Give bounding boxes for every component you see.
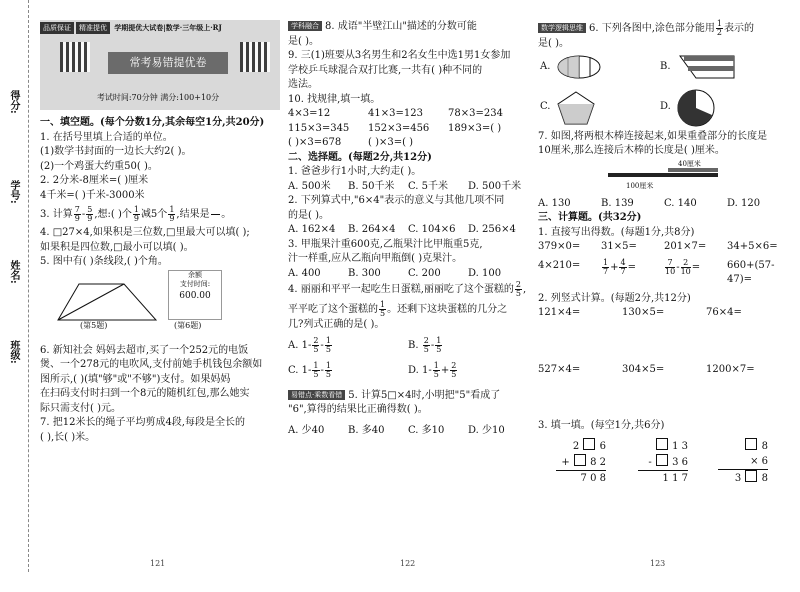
question-part: 几?列式正确的是( )。	[288, 319, 385, 330]
calc-item: 527×4=	[538, 363, 581, 375]
pentagon-shape[interactable]	[556, 90, 596, 126]
q6-text: 6. 下列各图中,涂色部分能用	[589, 23, 715, 34]
c4-text: 平平吃了这个蛋糕的	[288, 304, 378, 315]
qr-code-icon	[240, 42, 270, 72]
pattern-item: 41×3=123	[368, 108, 423, 119]
question: 7. 如图,将两根木棒连接起来,如果重叠部分的长度是	[538, 130, 768, 142]
choice-row	[288, 337, 528, 354]
option-label: A.	[288, 339, 299, 351]
question-part: 选法。	[288, 79, 318, 90]
calc-row	[538, 259, 790, 288]
section-title: 一、填空题。(每个分数1分,其余每空1分,共20分)	[40, 117, 265, 128]
calc-item: 34+5×6=	[727, 241, 778, 252]
circle-shape[interactable]	[676, 88, 716, 128]
calc-row	[538, 363, 790, 378]
question-part: 的是( )。	[288, 209, 329, 221]
question-part: 10厘米,那么连接后木棒的长度是( )厘米。	[538, 145, 725, 156]
fraction-numerator: 7	[74, 205, 80, 214]
question: 3. 甲瓶果汁重600克,乙瓶果汁比甲瓶重5克,	[288, 238, 483, 250]
fraction: $\frac{2}{5}$	[515, 280, 521, 298]
calc-row	[538, 240, 790, 255]
pattern-item: 4×3=12	[288, 108, 331, 119]
student-id-label: 学号:	[8, 180, 19, 204]
choice-option[interactable]: C. 200	[408, 267, 441, 279]
question	[288, 20, 528, 35]
stick-bar	[608, 173, 718, 177]
score-label: 得分:	[8, 90, 19, 114]
option-label[interactable]: A.	[540, 60, 551, 72]
digit-box[interactable]	[656, 454, 668, 466]
question-part: 煲、一个278元的电吹风,支付前她手机钱包余额如	[40, 359, 263, 370]
question	[288, 93, 528, 108]
figure-caption: (第6题)	[174, 320, 202, 330]
length-label: 100厘米	[626, 181, 654, 190]
pattern-item: 152×3=456	[368, 122, 430, 134]
option-label: C.	[288, 364, 299, 376]
question-part: 汁一样重,应从乙瓶向甲瓶倒( )克果汁。	[288, 253, 463, 264]
trapezoid-figure	[54, 280, 164, 324]
column-3	[538, 20, 790, 592]
binding-margin	[0, 0, 34, 572]
minus-sign: -	[81, 209, 86, 220]
option-label[interactable]: B.	[660, 60, 671, 72]
question: 3. 计算 $\frac{7}{9}$ - $\frac{5}{9}$ ,想:( )个 $\frac{1}{9}$ 减5个 $\frac{1}{9}$ ,结果是 。	[40, 205, 232, 223]
fraction-numerator: 1	[169, 205, 175, 214]
question-part: 际只需支付( )元。	[40, 402, 121, 414]
figure-area	[40, 270, 280, 332]
calc-item: $\frac{1}{7}$ + $\frac{4}{7}$ =	[603, 257, 636, 276]
class-label: 班级:	[8, 340, 19, 364]
digit-puzzles	[538, 434, 790, 494]
pattern-item: 78×3=234	[448, 108, 503, 119]
choice-option[interactable]: A. 1- $\frac{2}{5}$ - $\frac{1}{5}$	[288, 335, 331, 354]
section-title: 三、计算题。(共32分)	[538, 212, 642, 223]
fraction-numerator: 1	[133, 205, 139, 214]
fraction	[86, 206, 93, 223]
q3-text: ,结果是	[176, 209, 210, 220]
calc-item: $\frac{7}{10}$ - $\frac{2}{10}$ =	[665, 257, 701, 276]
answer-fraction-blank[interactable]	[211, 206, 221, 223]
choice-row	[288, 180, 528, 195]
column-1	[40, 116, 280, 572]
puzzle-multiply: 8 × 6 3 8	[718, 438, 768, 486]
page-number: 123	[650, 559, 666, 568]
question-part: "6",算得的结果比正确得数( )。	[288, 404, 428, 415]
choice-option[interactable]: C. 104×6	[408, 224, 456, 235]
q10-text: 10. 找规律,填一填。	[288, 93, 381, 105]
question: 3. 填一填。(每空1分,共6分)	[538, 420, 665, 431]
option-label: B.	[408, 339, 419, 351]
choice-option[interactable]: C. 1- $\frac{1}{5}$ - $\frac{1}{5}$	[288, 360, 331, 379]
section-title: 二、选择题。(每题2分,共12分)	[288, 151, 432, 163]
calc-item: 4×210=	[538, 259, 581, 271]
q6-text: 表示的	[724, 23, 754, 34]
pattern-item: 189×3=( )	[448, 122, 502, 134]
calc-item: 201×7=	[664, 241, 707, 252]
page-number: 121	[150, 559, 166, 568]
question-part	[288, 301, 528, 318]
question-part: 学校乒乓球混合双打比赛,一共有( )种不同的	[288, 64, 483, 76]
header-tag: 品质保证	[40, 22, 74, 34]
wallet-line: 支付时间:	[179, 280, 211, 289]
header-top-bar	[40, 22, 280, 34]
question-part: 是( )。	[538, 38, 569, 49]
calc-item: 660+(57-47)=	[727, 259, 775, 285]
question-part: ( ),长( )米。	[40, 431, 96, 443]
q3-text: ,想:( )个	[94, 209, 132, 220]
pattern-row	[288, 107, 528, 122]
choice-option[interactable]: A. 500米	[288, 180, 331, 192]
choice-option[interactable]: D. 256×4	[468, 224, 516, 235]
option-label[interactable]: C.	[540, 100, 551, 112]
length-label: 40厘米	[678, 159, 701, 168]
question: 6. 新知社会 妈妈去超市,买了一个252元的电饭	[40, 344, 249, 356]
column-2	[288, 20, 528, 592]
question: 4. □27×4,如果积是三位数,□里最大可以填( );	[40, 227, 250, 238]
choice-option[interactable]: C. 5千米	[408, 180, 449, 192]
exam-title: 常考易错提优卷	[108, 52, 228, 74]
calc-item: 76×4=	[706, 307, 742, 318]
question: 1. 直接写出得数。(每题1分,共8分)	[538, 226, 695, 238]
pattern-row	[288, 122, 528, 137]
question: 2. 2分米-8厘米=( )厘米	[40, 175, 149, 186]
q3-text: 减5个	[140, 209, 168, 220]
exam-info: 考试时间:70分钟 满分:100+10分	[96, 93, 220, 102]
calc-item: 379×0=	[538, 241, 581, 252]
calc-item: 130×5=	[622, 307, 665, 318]
question	[288, 389, 528, 404]
choice-option[interactable]: D. 少10	[468, 424, 505, 436]
fraction-numerator: 5	[87, 205, 93, 214]
shape-options	[538, 52, 790, 130]
question-tag: 易错点·乘数看错	[288, 390, 345, 400]
wallet-title: 余额	[188, 270, 202, 279]
question	[538, 20, 790, 37]
puzzle-subtract: 1 3 - 3 6 1 1 7	[638, 438, 688, 486]
choice-option[interactable]: C. 多10	[408, 424, 445, 436]
calc-item: 304×5=	[622, 363, 665, 375]
fraction	[133, 206, 140, 223]
choice-option[interactable]: B. 300	[348, 267, 381, 279]
digit-box[interactable]	[656, 438, 668, 450]
choice-option[interactable]: D. 120	[727, 197, 761, 209]
puzzle-add: 2 6 + 8 2 7 0 8	[556, 438, 606, 486]
digit-box[interactable]	[574, 454, 586, 466]
pattern-item: ( )×3=678	[288, 137, 342, 148]
choice-row	[288, 362, 528, 379]
choice-option[interactable]: D. 1- $\frac{1}{5}$ + $\frac{2}{5}$	[408, 360, 457, 379]
q3-text: 3. 计算	[40, 209, 73, 220]
question-tag: 数学逻辑思维	[538, 23, 586, 33]
question-part: 4千米=( )千米-3000米	[40, 189, 145, 201]
binding-dash-line	[28, 0, 29, 572]
fraction	[74, 206, 81, 223]
question: 2. 列竖式计算。(每题2分,共12分)	[538, 292, 691, 304]
ellipse-shape[interactable]	[556, 54, 602, 80]
question-part: (2)一个鸡蛋大约重50( )。	[40, 160, 158, 172]
question-part: 如果积是四位数,□最小可以填( )。	[40, 241, 194, 253]
fraction-denominator: 9	[169, 214, 175, 223]
choice-option[interactable]: D. 100	[468, 267, 502, 279]
fraction-denominator: 9	[74, 214, 80, 223]
fraction: $\frac{1}{5}$	[380, 300, 386, 318]
c4-text: 4. 丽丽和平平一起吃生日蛋糕,丽丽吃了这个蛋糕的	[288, 284, 514, 295]
fraction-denominator: 9	[133, 214, 139, 223]
choice-row	[288, 424, 528, 439]
calc-item: 121×4=	[538, 307, 581, 318]
figure-caption: (第5题)	[80, 320, 108, 330]
question: 1. 爸爸步行1小时,大约走( )。	[288, 166, 422, 177]
calc-item: 31×5=	[601, 241, 637, 252]
calc-row	[538, 306, 790, 321]
question-part: (1)数学书封面的一边长大约2( )。	[40, 146, 192, 157]
fraction: $\frac{1}{2}$	[716, 19, 722, 37]
fraction-denominator: 9	[87, 214, 93, 223]
header-subtitle: 学期提优大试卷|数学·三年级上·RJ	[114, 23, 222, 32]
calc-item: 1200×7=	[706, 363, 755, 375]
question-tag: 学科融合	[288, 21, 322, 31]
stick-figure	[538, 159, 790, 197]
choice-option[interactable]: B. 多40	[348, 424, 385, 436]
wallet-value: 600.00	[179, 291, 211, 302]
c4-text: 。还剩下这块蛋糕的几分之	[387, 304, 508, 315]
fraction	[168, 206, 175, 223]
wallet-balance-figure	[168, 270, 222, 320]
c5-text: 5. 计算5□×4时,小明把"5"看成了	[348, 389, 501, 401]
choice-option[interactable]: B. 139	[601, 197, 634, 209]
q8-text: 8. 成语"半壁江山"描述的分数可能	[325, 21, 477, 32]
choice-option[interactable]: A. 130	[538, 197, 571, 209]
name-label: 姓名:	[8, 260, 19, 284]
choice-option[interactable]: A. 162×4	[288, 224, 336, 235]
digit-box[interactable]	[745, 438, 757, 450]
question-part: 在扫码支付时扫到一个8元的随机红包,那么她实	[40, 388, 250, 399]
stick-bar	[668, 168, 718, 172]
stripes-shape[interactable]	[676, 54, 738, 80]
choice-row	[288, 267, 528, 282]
choice-row	[538, 197, 790, 212]
question-part: 图所示,( )(填"够"或"不够")支付。如果妈妈	[40, 373, 231, 385]
choice-option[interactable]: B. $\frac{2}{5}$ - $\frac{1}{5}$	[408, 335, 442, 354]
choice-option[interactable]: D. 500千米	[468, 180, 522, 192]
question: 4. 丽丽和平平一起吃生日蛋糕,丽丽吃了这个蛋糕的 $\frac{2}{5}$ ,	[288, 280, 527, 298]
choice-row	[288, 223, 528, 238]
question: 1. 在括号里填上合适的单位。	[40, 131, 173, 143]
question: 7. 把12米长的绳子平均剪成4段,每段是全长的	[40, 417, 245, 428]
digit-box[interactable]	[745, 470, 757, 482]
choice-option[interactable]: A. 少40	[288, 424, 325, 436]
header-tag: 精准提优	[76, 22, 110, 34]
option-label[interactable]: D.	[660, 100, 671, 112]
pattern-item: 115×3=345	[288, 122, 350, 134]
choice-option[interactable]: A. 400	[288, 267, 321, 279]
question: 9. 三(1)班要从3名男生和2名女生中选1男1女参加	[288, 50, 511, 61]
choice-option[interactable]: B. 50千米	[348, 180, 395, 192]
page-number: 122	[400, 559, 416, 568]
question-part: 是( )。	[288, 35, 319, 47]
question: 5. 图中有( )条线段,( )个角。	[40, 256, 168, 267]
digit-box[interactable]	[583, 438, 595, 450]
option-label: D.	[408, 364, 419, 376]
pattern-item: ( )×3=( )	[368, 137, 414, 148]
question: 2. 下列算式中,"6×4"表示的意义与其他几项不同	[288, 195, 505, 206]
choice-option[interactable]: C. 140	[664, 197, 697, 209]
qr-code-icon	[60, 42, 90, 72]
choice-option[interactable]: B. 264×4	[348, 224, 396, 235]
pattern-row	[288, 136, 528, 151]
